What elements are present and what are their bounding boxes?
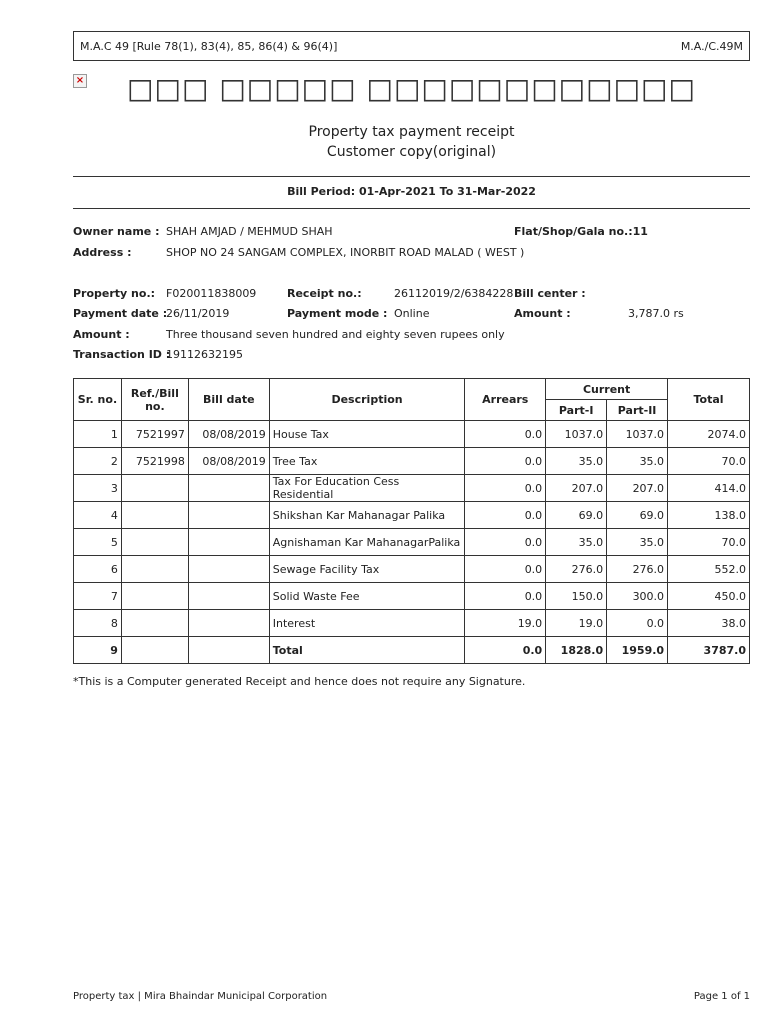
- table-row: [74, 502, 750, 529]
- cell-bill-date: [188, 502, 269, 529]
- receipt-no-label: Receipt no.:: [287, 287, 362, 300]
- payment-mode-label: Payment mode :: [287, 307, 388, 320]
- corporation-title: □□□ □□□□□ □□□□□□□□□□□□: [127, 72, 696, 105]
- cell-part-1: 1828.0: [546, 637, 607, 664]
- owner-name-value: SHAH AMJAD / MEHMUD SHAH: [166, 225, 333, 238]
- cell-ref-bill-no: [121, 475, 188, 502]
- cell-total: 38.0: [668, 610, 750, 637]
- cell-part-2: 1959.0: [607, 637, 668, 664]
- cell-sr-no: 2: [74, 448, 122, 475]
- cell-total: 3787.0: [668, 637, 750, 664]
- tax-items-table: [73, 378, 750, 664]
- cell-arrears: 0.0: [465, 583, 546, 610]
- cell-description: Tax For Education Cess Residential: [269, 475, 465, 502]
- cell-description: Shikshan Kar Mahanagar Palika: [269, 502, 465, 529]
- cell-part-1: 150.0: [546, 583, 607, 610]
- cell-description: Agnishaman Kar MahanagarPalika: [269, 529, 465, 556]
- header-arrears: Arrears: [465, 379, 546, 421]
- header-total: Total: [668, 379, 750, 421]
- amount-label-right: Amount :: [514, 307, 571, 320]
- cell-part-2: 35.0: [607, 448, 668, 475]
- cell-ref-bill-no: [121, 610, 188, 637]
- cell-ref-bill-no: [121, 556, 188, 583]
- cell-ref-bill-no: [121, 583, 188, 610]
- table-row: [74, 556, 750, 583]
- cell-total: 552.0: [668, 556, 750, 583]
- cell-bill-date: [188, 475, 269, 502]
- cell-bill-date: [188, 583, 269, 610]
- table-row: [74, 475, 750, 502]
- cell-ref-bill-no: 7521997: [121, 421, 188, 448]
- address-label: Address :: [73, 246, 132, 259]
- cell-description: House Tax: [269, 421, 465, 448]
- signature-note: *This is a Computer generated Receipt and hence does not require any Signature.: [73, 675, 526, 688]
- cell-sr-no: 1: [74, 421, 122, 448]
- cell-description: Solid Waste Fee: [269, 583, 465, 610]
- flat-number: Flat/Shop/Gala no.:11: [514, 225, 648, 238]
- footer-page-number: Page 1 of 1: [693, 991, 750, 1002]
- cell-part-1: 19.0: [546, 610, 607, 637]
- cell-arrears: 0.0: [465, 556, 546, 583]
- cell-sr-no: 5: [74, 529, 122, 556]
- cell-part-2: 69.0: [607, 502, 668, 529]
- cell-part-2: 1037.0: [607, 421, 668, 448]
- transaction-id-value: 19112632195: [166, 348, 243, 361]
- form-code-text: M.A./C.49M: [680, 39, 743, 53]
- cell-bill-date: 08/08/2019: [188, 448, 269, 475]
- cell-arrears: 0.0: [465, 448, 546, 475]
- address-value: SHOP NO 24 SANGAM COMPLEX, INORBIT ROAD MALAD ( WEST ): [166, 246, 525, 259]
- table-row: [74, 448, 750, 475]
- property-no-value: F020011838009: [166, 287, 257, 300]
- bill-period: Bill Period: 01-Apr-2021 To 31-Mar-2022: [287, 185, 536, 198]
- cell-total: 138.0: [668, 502, 750, 529]
- header-ref-bill-no: Ref./Bill no.: [121, 379, 188, 421]
- cell-arrears: 0.0: [465, 529, 546, 556]
- payment-mode-value: Online: [394, 307, 430, 320]
- cell-bill-date: [188, 529, 269, 556]
- amount-label: Amount :: [73, 328, 130, 341]
- cell-sr-no: 7: [74, 583, 122, 610]
- cell-part-1: 207.0: [546, 475, 607, 502]
- cell-sr-no: 8: [74, 610, 122, 637]
- payment-date-value: 26/11/2019: [166, 307, 230, 320]
- cell-part-1: 1037.0: [546, 421, 607, 448]
- cell-total: 450.0: [668, 583, 750, 610]
- table-row: [74, 529, 750, 556]
- cell-description: Tree Tax: [269, 448, 465, 475]
- cell-sr-no: 3: [74, 475, 122, 502]
- broken-image-icon: ×: [73, 74, 87, 88]
- cell-ref-bill-no: [121, 637, 188, 664]
- cell-description: Sewage Facility Tax: [269, 556, 465, 583]
- cell-arrears: 0.0: [465, 421, 546, 448]
- cell-ref-bill-no: 7521998: [121, 448, 188, 475]
- bill-center-label: Bill center :: [514, 287, 586, 300]
- receipt-title: Property tax payment receipt: [308, 124, 515, 140]
- transaction-id-label: Transaction ID :: [73, 348, 171, 361]
- header-current: Current: [546, 379, 668, 400]
- amount-words: Three thousand seven hundred and eighty seven rupees only: [166, 328, 505, 341]
- cell-total: 2074.0: [668, 421, 750, 448]
- header-part-1: Part-I: [546, 400, 607, 421]
- cell-description: Interest: [269, 610, 465, 637]
- form-header-box: [73, 31, 750, 61]
- cell-ref-bill-no: [121, 502, 188, 529]
- table-row: [74, 583, 750, 610]
- table-row: [74, 610, 750, 637]
- cell-bill-date: [188, 637, 269, 664]
- receipt-no-value: 26112019/2/6384228: [394, 287, 514, 300]
- header-sr-no: Sr. no.: [74, 379, 122, 421]
- cell-ref-bill-no: [121, 529, 188, 556]
- cell-part-1: 35.0: [546, 529, 607, 556]
- amount-value-right: 3,787.0 rs: [628, 307, 684, 320]
- cell-bill-date: [188, 610, 269, 637]
- table-row: [74, 637, 750, 664]
- divider-bottom: [73, 208, 750, 209]
- header-bill-date: Bill date: [188, 379, 269, 421]
- form-rule-text: M.A.C 49 [Rule 78(1), 83(4), 85, 86(4) & 96(4)]: [80, 39, 338, 53]
- copy-type: Customer copy(original): [326, 144, 497, 160]
- table-row: [74, 421, 750, 448]
- cell-bill-date: 08/08/2019: [188, 421, 269, 448]
- property-no-label: Property no.:: [73, 287, 156, 300]
- cell-part-2: 35.0: [607, 529, 668, 556]
- cell-part-2: 300.0: [607, 583, 668, 610]
- cell-part-2: 207.0: [607, 475, 668, 502]
- divider-top: [73, 176, 750, 177]
- cell-arrears: 0.0: [465, 475, 546, 502]
- cell-total: 70.0: [668, 529, 750, 556]
- cell-total: 70.0: [668, 448, 750, 475]
- cell-part-2: 276.0: [607, 556, 668, 583]
- cell-sr-no: 9: [74, 637, 122, 664]
- cell-description: Total: [269, 637, 465, 664]
- owner-name-label: Owner name :: [73, 225, 160, 238]
- payment-date-label: Payment date :: [73, 307, 168, 320]
- cell-part-2: 0.0: [607, 610, 668, 637]
- cell-arrears: 0.0: [465, 502, 546, 529]
- header-description: Description: [269, 379, 465, 421]
- cell-sr-no: 4: [74, 502, 122, 529]
- cell-part-1: 35.0: [546, 448, 607, 475]
- cell-sr-no: 6: [74, 556, 122, 583]
- cell-part-1: 276.0: [546, 556, 607, 583]
- cell-total: 414.0: [668, 475, 750, 502]
- cell-bill-date: [188, 556, 269, 583]
- header-part-2: Part-II: [607, 400, 668, 421]
- cell-arrears: 0.0: [465, 637, 546, 664]
- cell-arrears: 19.0: [465, 610, 546, 637]
- cell-part-1: 69.0: [546, 502, 607, 529]
- footer-corporation: Property tax | Mira Bhaindar Municipal Corporation: [73, 991, 328, 1002]
